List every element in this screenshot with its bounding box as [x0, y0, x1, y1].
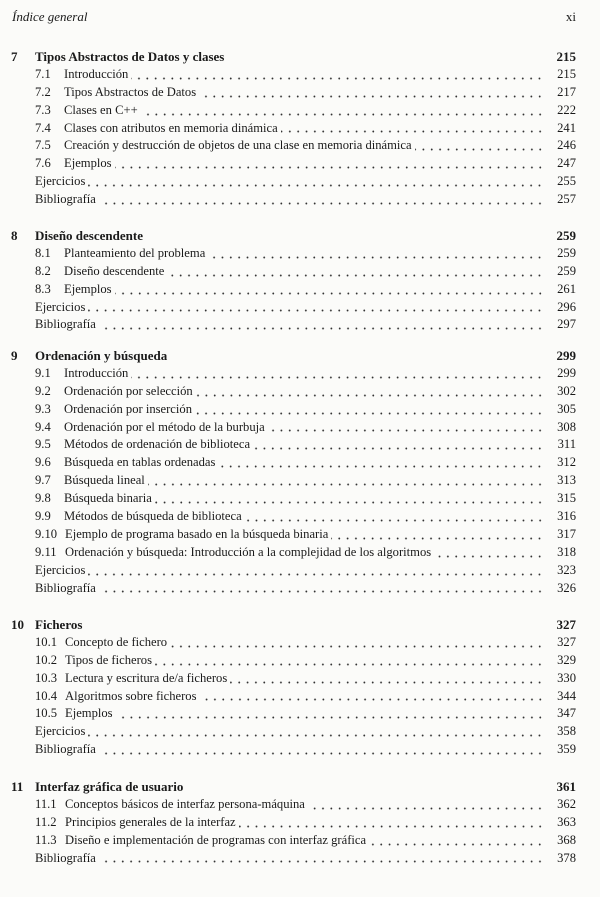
chapter-page: 299 [556, 348, 576, 363]
dot-leader [415, 141, 544, 151]
section-number: 7.4 [35, 120, 51, 135]
section-number: 9.8 [35, 491, 51, 506]
dot-leader [195, 405, 544, 415]
dot-leader [99, 745, 544, 755]
toc-entry[interactable] [0, 670, 600, 688]
section-page: 317 [557, 526, 576, 541]
section-page: 327 [557, 634, 576, 649]
toc-entry[interactable] [0, 316, 600, 334]
section-title: Lectura y escritura de/a ficheros [65, 670, 228, 685]
section-page: 359 [557, 742, 576, 757]
dot-leader [115, 285, 544, 295]
dot-leader [88, 727, 544, 737]
section-page: 217 [557, 84, 576, 99]
section-number: 10.2 [35, 652, 58, 667]
toc-entry[interactable] [0, 84, 600, 102]
chapter-number: 8 [11, 228, 18, 243]
chapter-page: 361 [556, 779, 576, 794]
section-number: 7.2 [35, 84, 51, 99]
toc-entry[interactable] [0, 526, 600, 544]
section-page: 316 [557, 509, 576, 524]
section-number: 8.1 [35, 245, 51, 260]
dot-leader [115, 159, 544, 169]
toc-entry[interactable] [0, 173, 600, 191]
dot-leader [196, 387, 544, 397]
toc-entry[interactable] [0, 705, 600, 723]
section-title: Clases en C++ [64, 102, 138, 117]
dot-leader [434, 548, 544, 558]
dot-leader [88, 177, 544, 187]
section-title: Ordenación por selección [64, 383, 193, 398]
section-number: 7.5 [35, 138, 51, 153]
section-page: 222 [557, 102, 576, 117]
dot-leader [88, 302, 544, 312]
section-number: 8.2 [35, 263, 51, 278]
dot-leader [99, 320, 544, 330]
section-title: Introducción [64, 365, 129, 380]
section-number: 7.6 [35, 156, 51, 171]
toc-entry[interactable] [0, 634, 600, 652]
dot-leader [331, 530, 544, 540]
section-page: 296 [557, 299, 576, 314]
chapter-heading[interactable] [0, 778, 600, 796]
section-title: Creación y destrucción de objetos de una clase en memoria dinámica [64, 138, 412, 153]
dot-leader [88, 566, 544, 576]
section-title: Ejercicios [35, 562, 86, 577]
section-page: 241 [557, 120, 576, 135]
page-number: xi [565, 9, 576, 24]
section-title: Algoritmos sobre ficheros [65, 688, 197, 703]
toc-entry[interactable] [0, 66, 600, 84]
running-header-title: Índice general [12, 9, 88, 24]
dot-leader [253, 440, 544, 450]
section-number: 9.4 [35, 419, 51, 434]
chapter-11 [0, 778, 600, 867]
chapter-heading[interactable] [0, 616, 600, 634]
section-title: Ejemplos [64, 281, 112, 296]
section-title: Ejemplo de programa basado en la búsqueda binaria [65, 526, 329, 541]
chapter-number: 9 [11, 348, 18, 363]
section-number: 9.10 [35, 526, 58, 541]
section-number: 9.5 [35, 437, 51, 452]
toc-entry[interactable] [0, 245, 600, 263]
section-number: 11.2 [35, 814, 57, 829]
toc-entry[interactable] [0, 796, 600, 814]
section-number: 10.5 [35, 706, 58, 721]
section-title: Bibliografía [35, 850, 96, 865]
section-number: 7.1 [35, 66, 51, 81]
section-title: Ordenación y búsqueda: Introducción a la complejidad de los algoritmos [65, 544, 432, 559]
section-title: Conceptos básicos de interfaz persona-máquina [65, 796, 305, 811]
section-title: Diseño descendente [64, 263, 165, 278]
chapter-heading[interactable] [0, 227, 600, 245]
toc-entry[interactable] [0, 191, 600, 209]
dot-leader [208, 249, 544, 259]
chapter-10 [0, 616, 600, 759]
dot-leader [99, 853, 544, 863]
section-title: Bibliografía [35, 580, 96, 595]
dot-leader [99, 195, 544, 205]
toc-entry[interactable] [0, 401, 600, 419]
section-title: Ejercicios [35, 174, 86, 189]
chapter-9 [0, 347, 600, 597]
section-title: Clases con atributos en memoria dinámica [64, 120, 278, 135]
section-number: 10.1 [35, 634, 58, 649]
dot-leader [155, 656, 544, 666]
toc-entry[interactable] [0, 436, 600, 454]
section-page: 329 [557, 652, 576, 667]
dot-leader [131, 70, 544, 80]
section-page: 299 [557, 365, 576, 380]
toc-entry[interactable] [0, 490, 600, 508]
toc-entry[interactable] [0, 299, 600, 317]
section-title: Planteamiento del problema [64, 245, 206, 260]
section-title: Introducción [64, 66, 129, 81]
dot-leader [268, 422, 544, 432]
section-number: 9.1 [35, 365, 51, 380]
section-page: 311 [557, 437, 576, 452]
section-page: 246 [557, 138, 576, 153]
section-title: Búsqueda en tablas ordenadas [64, 455, 216, 470]
chapter-number: 7 [11, 49, 18, 64]
chapter-page: 327 [556, 617, 576, 632]
section-title: Búsqueda lineal [64, 473, 145, 488]
section-page: 302 [557, 383, 576, 398]
section-page: 378 [557, 850, 576, 865]
dot-leader [131, 369, 544, 379]
section-title: Ordenación por el método de la burbuja [64, 419, 265, 434]
chapter-number: 11 [11, 779, 24, 794]
toc-entry[interactable] [0, 562, 600, 580]
section-page: 358 [557, 724, 576, 739]
toc-entry[interactable] [0, 544, 600, 562]
chapter-heading[interactable] [0, 48, 600, 66]
section-page: 305 [557, 401, 576, 416]
toc-entry[interactable] [0, 814, 600, 832]
dot-leader [199, 88, 544, 98]
section-number: 9.11 [35, 544, 57, 559]
dot-leader [218, 458, 544, 468]
toc-entry[interactable] [0, 688, 600, 706]
section-page: 330 [557, 670, 576, 685]
chapter-title: Ficheros [35, 617, 83, 632]
dot-leader [167, 267, 544, 277]
section-number: 9.2 [35, 383, 51, 398]
toc-entry[interactable] [0, 508, 600, 526]
section-page: 259 [557, 245, 576, 260]
section-page: 315 [557, 491, 576, 506]
toc-entry[interactable] [0, 472, 600, 490]
toc-entry[interactable] [0, 263, 600, 281]
toc-entry[interactable] [0, 741, 600, 759]
toc-entry[interactable] [0, 155, 600, 173]
section-page: 308 [557, 419, 576, 434]
section-title: Búsqueda binaria [64, 491, 152, 506]
section-number: 11.1 [35, 796, 57, 811]
chapter-heading[interactable] [0, 347, 600, 365]
toc-entry[interactable] [0, 281, 600, 299]
section-number: 9.6 [35, 455, 51, 470]
chapter-page: 215 [556, 49, 576, 64]
chapter-title: Diseño descendente [35, 228, 143, 243]
section-page: 312 [557, 455, 576, 470]
section-title: Tipos de ficheros [65, 652, 152, 667]
toc-entry[interactable] [0, 383, 600, 401]
section-number: 8.3 [35, 281, 51, 296]
dot-leader [148, 476, 544, 486]
section-page: 318 [557, 544, 576, 559]
dot-leader [281, 123, 544, 133]
section-page: 326 [557, 580, 576, 595]
section-page: 255 [557, 174, 576, 189]
section-title: Tipos Abstractos de Datos [64, 84, 197, 99]
section-number: 10.4 [35, 688, 58, 703]
toc-entry[interactable] [0, 365, 600, 383]
dot-leader [308, 800, 544, 810]
toc-entry[interactable] [0, 580, 600, 598]
chapter-title: Tipos Abstractos de Datos y clases [35, 49, 225, 64]
section-number: 11.3 [35, 832, 57, 847]
toc-entry[interactable] [0, 419, 600, 437]
chapter-title: Interfaz gráfica de usuario [35, 779, 184, 794]
toc-entry[interactable] [0, 832, 600, 850]
toc-entry[interactable] [0, 723, 600, 741]
toc-entry[interactable] [0, 850, 600, 868]
section-page: 347 [557, 706, 576, 721]
section-page: 297 [557, 317, 576, 332]
section-title: Bibliografía [35, 742, 96, 757]
dot-leader [99, 583, 544, 593]
section-page: 344 [557, 688, 576, 703]
section-title: Principios generales de la interfaz [65, 814, 236, 829]
dot-leader [230, 674, 544, 684]
dot-leader [170, 638, 544, 648]
section-title: Bibliografía [35, 192, 96, 207]
section-number: 10.3 [35, 670, 58, 685]
section-title: Bibliografía [35, 317, 96, 332]
dot-leader [369, 836, 544, 846]
section-title: Ejercicios [35, 724, 86, 739]
section-number: 9.9 [35, 509, 51, 524]
section-page: 363 [557, 814, 576, 829]
section-title: Métodos de ordenación de biblioteca [64, 437, 251, 452]
section-title: Ejemplos [64, 156, 112, 171]
section-title: Ejemplos [65, 706, 113, 721]
toc-entry[interactable] [0, 102, 600, 120]
section-page: 313 [557, 473, 576, 488]
chapter-number: 10 [11, 617, 24, 632]
dot-leader [239, 818, 544, 828]
section-page: 261 [557, 281, 576, 296]
dot-leader [141, 106, 544, 116]
section-title: Diseño e implementación de programas con interfaz gráfica [65, 832, 367, 847]
section-number: 9.7 [35, 473, 51, 488]
toc-entry[interactable] [0, 120, 600, 138]
section-page: 323 [557, 562, 576, 577]
section-page: 259 [557, 263, 576, 278]
section-page: 247 [557, 156, 576, 171]
section-title: Métodos de búsqueda de biblioteca [64, 509, 242, 524]
section-page: 257 [557, 192, 576, 207]
toc-entry[interactable] [0, 137, 600, 155]
chapter-title: Ordenación y búsqueda [35, 348, 168, 363]
dot-leader [155, 494, 544, 504]
dot-leader [116, 709, 544, 719]
dot-leader [245, 512, 544, 522]
toc-entry[interactable] [0, 454, 600, 472]
dot-leader [200, 691, 544, 701]
section-title: Concepto de fichero [65, 634, 168, 649]
section-page: 368 [557, 832, 576, 847]
section-page: 362 [557, 796, 576, 811]
section-title: Ordenación por inserción [64, 401, 192, 416]
section-page: 215 [557, 66, 576, 81]
chapter-page: 259 [556, 228, 576, 243]
chapter-7 [0, 48, 600, 209]
toc-entry[interactable] [0, 652, 600, 670]
section-number: 7.3 [35, 102, 51, 117]
section-title: Ejercicios [35, 299, 86, 314]
chapter-8 [0, 227, 600, 334]
section-number: 9.3 [35, 401, 51, 416]
